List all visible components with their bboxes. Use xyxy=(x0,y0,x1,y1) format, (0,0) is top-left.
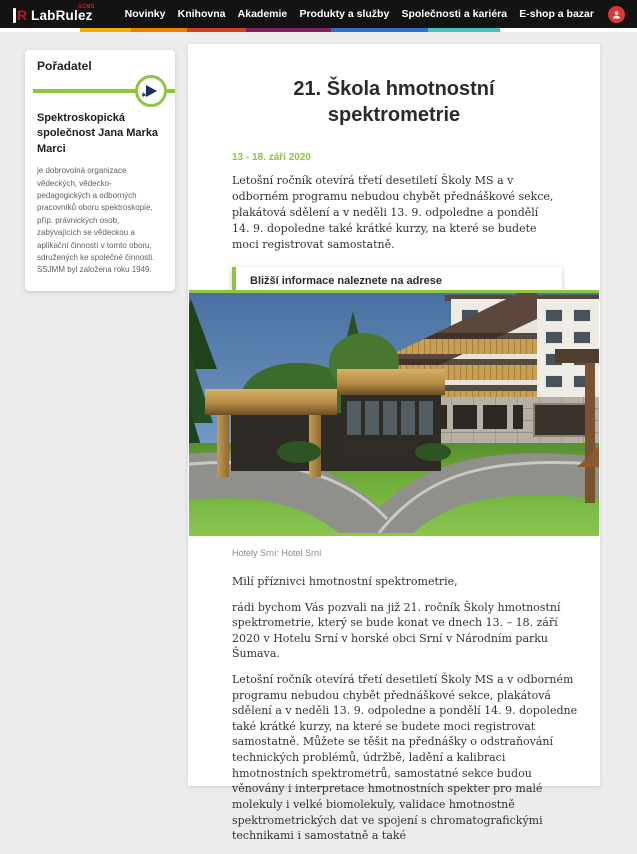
article-date: 13 - 18. září 2020 xyxy=(232,152,311,163)
nav-item-akademie[interactable]: Akademie xyxy=(237,8,288,20)
image-caption: Hotely Srní: Hotel Srní xyxy=(232,548,322,558)
stripe-segment xyxy=(500,28,637,32)
organizer-name[interactable]: Spektroskopická společnost Jana Marka Marci xyxy=(37,112,159,155)
top-nav xyxy=(0,0,637,28)
stripe-segment xyxy=(331,28,428,32)
stripe-segment xyxy=(80,28,131,32)
info-box-heading: Bližší informace naleznete na adrese xyxy=(250,274,442,287)
nav-item-knihovna[interactable]: Knihovna xyxy=(177,8,226,20)
organizer-card-title: Pořadatel xyxy=(37,59,92,73)
stripe-segment xyxy=(187,28,246,32)
entrance-canopy xyxy=(337,369,445,395)
organizer-card xyxy=(25,50,175,291)
article-card xyxy=(188,44,600,843)
program-paragraph: Letošní ročník otevírá třetí desetiletí Školy MS a v odborném programu nebudou chybět přednáškové sekce, plakátová sdělení a v neděli 13. 9. odpoledne a pondělí 14. 9. dopoledne také krátké kurzy, na které se budete moci registrovat samostatně. Můžete se těšit na přednášky o odstraňování technických problémů, údržbě, ladění a kalibraci hmotnostních spektrometrů, samostatné sekce budou věnovány i interpretace hmotnostních spekter pro malé molekuly i velké biomolekuly, validace hmotnostně spektrometrických dat ve spojení s chromatografickými technikami i samostatně a také xyxy=(232,673,578,843)
brand-color-stripe xyxy=(0,28,637,32)
main-menu xyxy=(125,8,608,20)
organizer-divider xyxy=(25,81,175,101)
labrulez-logo[interactable] xyxy=(13,3,95,23)
stripe-segment xyxy=(0,28,80,32)
user-icon xyxy=(612,10,621,19)
greeting-paragraph: Milí příznivci hmotnostní spektrometrie, xyxy=(232,575,458,588)
stripe-segment xyxy=(246,28,331,32)
nav-item-novinky[interactable]: Novinky xyxy=(124,8,166,20)
carport-pillar xyxy=(217,415,229,477)
article-lead: Letošní ročník otevírá třetí desetiletí Školy MS a v odborném programu nebudou chybět přednáškové sekce, plakátová sdělení a v neděli 13. 9. odpoledne a pondělí 14. 9. dopoledne také krátké kurzy, na které se budete moci registrovat samostatně. xyxy=(232,174,554,251)
stripe-segment xyxy=(428,28,500,32)
article-image[interactable] xyxy=(189,290,599,536)
side-balcony-post xyxy=(585,363,595,503)
hotel-photo-scene xyxy=(189,293,599,533)
bush xyxy=(277,441,321,463)
invitation-paragraph: rádi bychom Vás pozvali na již 21. ročník Školy hmotnostní spektrometrie, který se bude konat ve dnech 13. – 18. září 2020 v Hotelu Srní v horské obci Srní v Národním parku Šumava. xyxy=(232,600,561,661)
account-button[interactable] xyxy=(608,6,625,23)
entrance-glass xyxy=(347,401,435,435)
article-title: 21. Škola hmotnostní spektrometrie xyxy=(293,78,495,126)
organizer-description: je dobrovolná organizace vědeckých, vědecko-pedagogických a odborných pracovníků oboru spektroskopie, příp. právnických osob, zabývajících se vědeckou a aplikační činností v tomto oboru, sdružených ke společné činnosti. SSJMM byl založena roku 1949. xyxy=(37,166,155,275)
carport-roof xyxy=(205,389,337,415)
nav-item-spole-nosti-a-kari-ra[interactable]: Společnosti a kariéra xyxy=(401,8,508,20)
logo-r-icon: R xyxy=(13,8,27,23)
stripe-segment xyxy=(131,28,186,32)
side-balcony-roof xyxy=(555,349,599,363)
article-body xyxy=(232,574,582,854)
brand-badge: GCMS xyxy=(78,3,95,10)
brand-name: LabRulez xyxy=(31,7,93,23)
ssjmm-prism-logo-icon: ✶ xyxy=(135,75,167,107)
nav-item-produkty-a-slu-by[interactable]: Produkty a služby xyxy=(299,8,390,20)
nav-item-e-shop-a-bazar[interactable]: E-shop a bazar xyxy=(519,8,594,20)
